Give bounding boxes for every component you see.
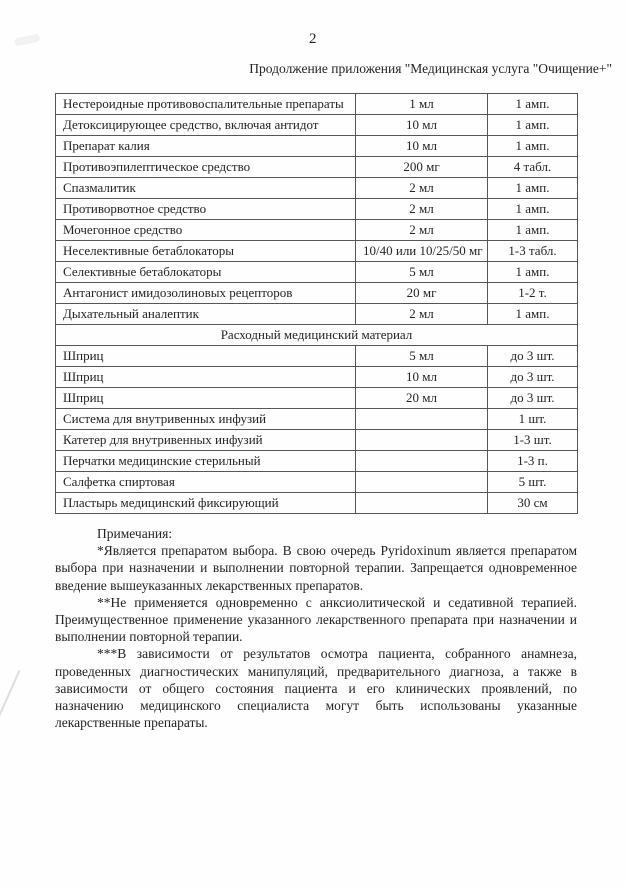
quantity-cell: до 3 шт. (488, 388, 578, 409)
dose-cell (356, 472, 488, 493)
quantity-cell: 1 амп. (488, 136, 578, 157)
dose-cell: 200 мг (356, 157, 488, 178)
medication-table-body (56, 94, 578, 514)
dose-cell: 5 мл (356, 346, 488, 367)
quantity-cell: 1 амп. (488, 94, 578, 115)
item-name-cell: Дыхательный аналептик (56, 304, 356, 325)
dose-cell (356, 409, 488, 430)
table-row (56, 304, 578, 325)
scan-artifact (0, 670, 20, 718)
quantity-cell: 1 амп. (488, 262, 578, 283)
quantity-cell: 1-2 т. (488, 283, 578, 304)
dose-cell: 2 мл (356, 199, 488, 220)
medication-table (55, 93, 578, 514)
item-name-cell: Неселективные бетаблокаторы (56, 241, 356, 262)
dose-cell: 10 мл (356, 115, 488, 136)
item-name-cell: Шприц (56, 367, 356, 388)
item-name-cell: Мочегонное средство (56, 220, 356, 241)
quantity-cell: 4 табл. (488, 157, 578, 178)
table-row (56, 388, 578, 409)
item-name-cell: Катетер для внутривенных инфузий (56, 430, 356, 451)
dose-cell: 10 мл (356, 136, 488, 157)
quantity-cell: до 3 шт. (488, 367, 578, 388)
section-header-cell: Расходный медицинский материал (56, 325, 578, 346)
item-name-cell: Детоксицирующее средство, включая антидот (56, 115, 356, 136)
table-row (56, 262, 578, 283)
quantity-cell: 1 амп. (488, 199, 578, 220)
page-number: 2 (309, 31, 317, 47)
dose-cell: 20 мл (356, 388, 488, 409)
table-row (56, 346, 578, 367)
table-row (56, 409, 578, 430)
quantity-cell: 5 шт. (488, 472, 578, 493)
item-name-cell: Салфетка спиртовая (56, 472, 356, 493)
item-name-cell: Шприц (56, 388, 356, 409)
quantity-cell: 1 амп. (488, 220, 578, 241)
dose-cell: 2 мл (356, 304, 488, 325)
dose-cell (356, 430, 488, 451)
notes-paragraphs (55, 542, 577, 731)
quantity-cell: 30 см (488, 493, 578, 514)
item-name-cell: Пластырь медицинский фиксирующий (56, 493, 356, 514)
table-row (56, 94, 578, 115)
notes-section (55, 525, 577, 731)
quantity-cell: до 3 шт. (488, 346, 578, 367)
dose-cell: 1 мл (356, 94, 488, 115)
table-row (56, 199, 578, 220)
quantity-cell: 1 амп. (488, 304, 578, 325)
dose-cell: 5 мл (356, 262, 488, 283)
item-name-cell: Антагонист имидозолиновых рецепторов (56, 283, 356, 304)
dose-cell: 2 мл (356, 178, 488, 199)
dose-cell: 10 мл (356, 367, 488, 388)
item-name-cell: Система для внутривенных инфузий (56, 409, 356, 430)
table-row (56, 241, 578, 262)
note-paragraph: **Не применяется одновременно с анксиолитической и седативной терапией. Преимущественное применение указанного лекарственного препарата при назначении и выполнении повторной терапии. (55, 594, 577, 645)
table-row (56, 430, 578, 451)
item-name-cell: Спазмалитик (56, 178, 356, 199)
quantity-cell: 1 амп. (488, 178, 578, 199)
table-row (56, 178, 578, 199)
dose-cell: 10/40 или 10/25/50 мг (356, 241, 488, 262)
quantity-cell: 1-3 п. (488, 451, 578, 472)
table-row (56, 472, 578, 493)
continuation-header: Продолжение приложения "Медицинская услуга "Очищение+" (249, 61, 612, 76)
item-name-cell: Препарат калия (56, 136, 356, 157)
dose-cell: 20 мг (356, 283, 488, 304)
dose-cell (356, 451, 488, 472)
quantity-cell: 1 шт. (488, 409, 578, 430)
note-paragraph: ***В зависимости от результатов осмотра пациента, собранного анамнеза, проведенных диагностических манипуляций, предварительного диагноза, а также в зависимости от общего состояния пациента и его клинических проявлений, по назначению медицинского специалиста могут быть использованы указанные лекарственные препараты. (55, 646, 577, 731)
notes-title: Примечания: (97, 526, 173, 541)
table-row (56, 157, 578, 178)
item-name-cell: Шприц (56, 346, 356, 367)
item-name-cell: Нестероидные противовоспалительные препараты (56, 94, 356, 115)
table-row (56, 115, 578, 136)
quantity-cell: 1-3 табл. (488, 241, 578, 262)
table-row (56, 283, 578, 304)
item-name-cell: Перчатки медицинские стерильный (56, 451, 356, 472)
table-row (56, 367, 578, 388)
dose-cell: 2 мл (356, 220, 488, 241)
quantity-cell: 1-3 шт. (488, 430, 578, 451)
item-name-cell: Противорвотное средство (56, 199, 356, 220)
table-section-row (56, 325, 578, 346)
table-row (56, 451, 578, 472)
item-name-cell: Селективные бетаблокаторы (56, 262, 356, 283)
item-name-cell: Противоэпилептическое средство (56, 157, 356, 178)
quantity-cell: 1 амп. (488, 115, 578, 136)
dose-cell (356, 493, 488, 514)
table-row (56, 220, 578, 241)
table-row (56, 136, 578, 157)
table-row (56, 493, 578, 514)
note-paragraph: *Является препаратом выбора. В свою очередь Pyridoxinum является препаратом выбора при назначении и выполнении повторной терапии. Запрещается одновременное введение вышеуказанных лекарственных препаратов. (55, 543, 577, 593)
